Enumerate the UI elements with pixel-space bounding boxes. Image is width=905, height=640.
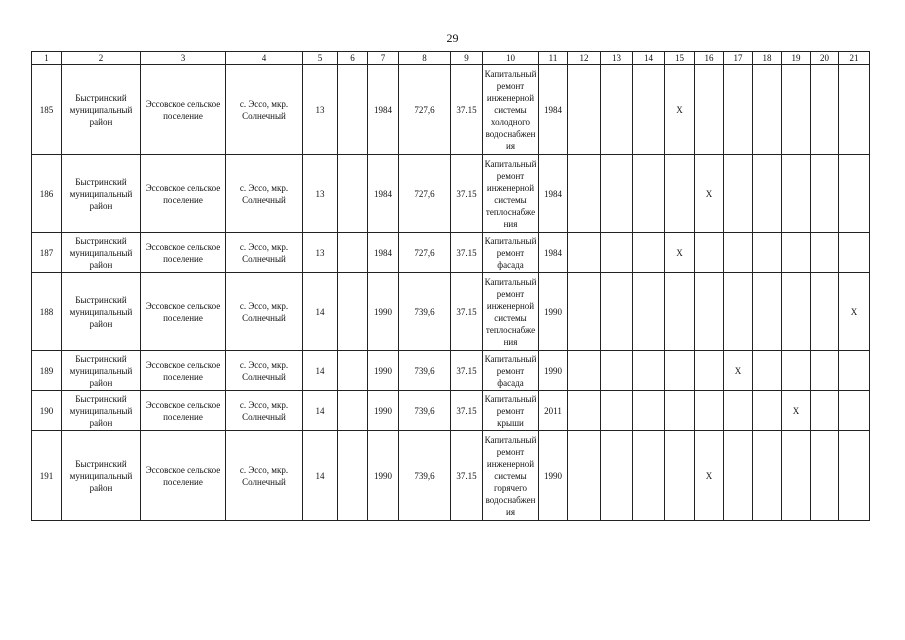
period-mark-cell: [568, 391, 601, 431]
period-mark-cell: [753, 391, 782, 431]
period-mark-cell: X: [695, 431, 724, 521]
settlement-cell: Эссовское сельское поселение: [141, 155, 226, 233]
column-11-cell: 1984: [539, 65, 568, 155]
commissioning-year-cell: 1990: [368, 391, 399, 431]
house-number-cell: 14: [303, 391, 338, 431]
district-cell: Быстринский муниципальный район: [62, 233, 141, 273]
commissioning-year-cell: 1990: [368, 273, 399, 351]
column-number: 5: [303, 52, 338, 65]
row-number-cell: 185: [32, 65, 62, 155]
column-number: 6: [338, 52, 368, 65]
work-type-cell: Капитальный ремонт инженерной системы горячего водоснабжения: [483, 431, 539, 521]
period-mark-cell: [633, 431, 665, 521]
period-mark-cell: [839, 65, 870, 155]
column-number: 13: [601, 52, 633, 65]
column-number: 9: [451, 52, 483, 65]
work-type-cell: Капитальный ремонт фасада: [483, 233, 539, 273]
column-11-cell: 1990: [539, 431, 568, 521]
area-cell: 727,6: [399, 155, 451, 233]
column-6-cell: [338, 233, 368, 273]
table-row: [32, 431, 870, 521]
address-cell: с. Эссо, мкр. Солнечный: [226, 155, 303, 233]
house-number-cell: 14: [303, 431, 338, 521]
table-row: [32, 233, 870, 273]
column-number: 18: [753, 52, 782, 65]
period-mark-cell: X: [724, 351, 753, 391]
house-number-cell: 14: [303, 273, 338, 351]
district-cell: Быстринский муниципальный район: [62, 65, 141, 155]
period-mark-cell: [724, 431, 753, 521]
house-number-cell: 14: [303, 351, 338, 391]
work-type-cell: Капитальный ремонт фасада: [483, 351, 539, 391]
settlement-cell: Эссовское сельское поселение: [141, 351, 226, 391]
period-mark-cell: [601, 273, 633, 351]
period-mark-cell: [568, 351, 601, 391]
period-mark-cell: [782, 351, 811, 391]
address-cell: с. Эссо, мкр. Солнечный: [226, 65, 303, 155]
period-mark-cell: [782, 431, 811, 521]
column-number: 8: [399, 52, 451, 65]
column-number-row: [32, 52, 870, 65]
period-mark-cell: [695, 233, 724, 273]
column-6-cell: [338, 273, 368, 351]
column-number: 14: [633, 52, 665, 65]
period-mark-cell: [811, 65, 839, 155]
row-number-cell: 187: [32, 233, 62, 273]
period-mark-cell: [724, 65, 753, 155]
period-mark-cell: [782, 233, 811, 273]
period-mark-cell: [665, 431, 695, 521]
period-mark-cell: [568, 273, 601, 351]
period-mark-cell: [568, 65, 601, 155]
row-number-cell: 188: [32, 273, 62, 351]
period-mark-cell: [753, 273, 782, 351]
column-6-cell: [338, 351, 368, 391]
column-number: 21: [839, 52, 870, 65]
row-number-cell: 191: [32, 431, 62, 521]
period-mark-cell: [695, 273, 724, 351]
area-cell: 739,6: [399, 273, 451, 351]
period-mark-cell: [601, 65, 633, 155]
commissioning-year-cell: 1984: [368, 233, 399, 273]
work-type-cell: Капитальный ремонт крыши: [483, 391, 539, 431]
settlement-cell: Эссовское сельское поселение: [141, 65, 226, 155]
period-mark-cell: [633, 65, 665, 155]
period-mark-cell: [695, 391, 724, 431]
period-mark-cell: [753, 351, 782, 391]
column-11-cell: 1990: [539, 351, 568, 391]
house-number-cell: 13: [303, 155, 338, 233]
column-6-cell: [338, 391, 368, 431]
work-type-cell: Капитальный ремонт инженерной системы теплоснабжения: [483, 273, 539, 351]
column-number: 16: [695, 52, 724, 65]
period-mark-cell: X: [665, 233, 695, 273]
commissioning-year-cell: 1984: [368, 65, 399, 155]
period-mark-cell: [724, 233, 753, 273]
period-mark-cell: [782, 273, 811, 351]
column-9-cell: 37.15: [451, 391, 483, 431]
period-mark-cell: [665, 351, 695, 391]
address-cell: с. Эссо, мкр. Солнечный: [226, 391, 303, 431]
period-mark-cell: [811, 273, 839, 351]
period-mark-cell: [568, 233, 601, 273]
period-mark-cell: [753, 65, 782, 155]
column-9-cell: 37.15: [451, 351, 483, 391]
column-11-cell: 2011: [539, 391, 568, 431]
period-mark-cell: [782, 65, 811, 155]
period-mark-cell: [601, 391, 633, 431]
settlement-cell: Эссовское сельское поселение: [141, 233, 226, 273]
period-mark-cell: [633, 273, 665, 351]
column-9-cell: 37.15: [451, 431, 483, 521]
period-mark-cell: [568, 431, 601, 521]
district-cell: Быстринский муниципальный район: [62, 351, 141, 391]
commissioning-year-cell: 1990: [368, 431, 399, 521]
column-number: 12: [568, 52, 601, 65]
period-mark-cell: X: [695, 155, 724, 233]
period-mark-cell: [601, 155, 633, 233]
column-9-cell: 37.15: [451, 155, 483, 233]
period-mark-cell: [839, 233, 870, 273]
area-cell: 727,6: [399, 65, 451, 155]
period-mark-cell: [633, 391, 665, 431]
table-row: [32, 65, 870, 155]
period-mark-cell: [633, 155, 665, 233]
period-mark-cell: [724, 273, 753, 351]
table-row: [32, 273, 870, 351]
area-cell: 739,6: [399, 431, 451, 521]
column-6-cell: [338, 155, 368, 233]
period-mark-cell: [665, 391, 695, 431]
house-number-cell: 13: [303, 65, 338, 155]
column-number: 15: [665, 52, 695, 65]
district-cell: Быстринский муниципальный район: [62, 155, 141, 233]
area-cell: 727,6: [399, 233, 451, 273]
column-number: 1: [32, 52, 62, 65]
period-mark-cell: [633, 351, 665, 391]
period-mark-cell: [724, 155, 753, 233]
period-mark-cell: [839, 155, 870, 233]
period-mark-cell: X: [839, 273, 870, 351]
column-number: 17: [724, 52, 753, 65]
row-number-cell: 186: [32, 155, 62, 233]
period-mark-cell: [665, 155, 695, 233]
column-number: 2: [62, 52, 141, 65]
period-mark-cell: [695, 65, 724, 155]
column-number: 4: [226, 52, 303, 65]
column-11-cell: 1984: [539, 155, 568, 233]
column-9-cell: 37.15: [451, 273, 483, 351]
column-6-cell: [338, 65, 368, 155]
commissioning-year-cell: 1984: [368, 155, 399, 233]
table-row: [32, 351, 870, 391]
column-number: 11: [539, 52, 568, 65]
column-number: 10: [483, 52, 539, 65]
column-11-cell: 1984: [539, 233, 568, 273]
address-cell: с. Эссо, мкр. Солнечный: [226, 273, 303, 351]
district-cell: Быстринский муниципальный район: [62, 391, 141, 431]
column-9-cell: 37.15: [451, 65, 483, 155]
settlement-cell: Эссовское сельское поселение: [141, 273, 226, 351]
period-mark-cell: [811, 431, 839, 521]
address-cell: с. Эссо, мкр. Солнечный: [226, 233, 303, 273]
column-number: 3: [141, 52, 226, 65]
column-number: 19: [782, 52, 811, 65]
column-number: 7: [368, 52, 399, 65]
period-mark-cell: [633, 233, 665, 273]
page-number: 29: [446, 31, 459, 45]
period-mark-cell: [839, 391, 870, 431]
period-mark-cell: [601, 431, 633, 521]
table-row: [32, 155, 870, 233]
settlement-cell: Эссовское сельское поселение: [141, 391, 226, 431]
column-6-cell: [338, 431, 368, 521]
period-mark-cell: [782, 155, 811, 233]
period-mark-cell: [753, 233, 782, 273]
period-mark-cell: [839, 431, 870, 521]
district-cell: Быстринский муниципальный район: [62, 431, 141, 521]
work-type-cell: Капитальный ремонт инженерной системы теплоснабжения: [483, 155, 539, 233]
period-mark-cell: [753, 155, 782, 233]
period-mark-cell: [601, 351, 633, 391]
period-mark-cell: [811, 391, 839, 431]
column-number: 20: [811, 52, 839, 65]
address-cell: с. Эссо, мкр. Солнечный: [226, 431, 303, 521]
work-type-cell: Капитальный ремонт инженерной системы холодного водоснабжения: [483, 65, 539, 155]
period-mark-cell: [724, 391, 753, 431]
period-mark-cell: [601, 233, 633, 273]
period-mark-cell: [665, 273, 695, 351]
house-number-cell: 13: [303, 233, 338, 273]
row-number-cell: 190: [32, 391, 62, 431]
area-cell: 739,6: [399, 391, 451, 431]
table-row: [32, 391, 870, 431]
period-mark-cell: [811, 155, 839, 233]
area-cell: 739,6: [399, 351, 451, 391]
district-cell: Быстринский муниципальный район: [62, 273, 141, 351]
repair-program-table: [31, 51, 870, 521]
settlement-cell: Эссовское сельское поселение: [141, 431, 226, 521]
period-mark-cell: [695, 351, 724, 391]
address-cell: с. Эссо, мкр. Солнечный: [226, 351, 303, 391]
commissioning-year-cell: 1990: [368, 351, 399, 391]
period-mark-cell: [811, 233, 839, 273]
period-mark-cell: X: [665, 65, 695, 155]
period-mark-cell: [811, 351, 839, 391]
row-number-cell: 189: [32, 351, 62, 391]
period-mark-cell: [568, 155, 601, 233]
period-mark-cell: [753, 431, 782, 521]
column-9-cell: 37.15: [451, 233, 483, 273]
period-mark-cell: [839, 351, 870, 391]
column-11-cell: 1990: [539, 273, 568, 351]
period-mark-cell: X: [782, 391, 811, 431]
